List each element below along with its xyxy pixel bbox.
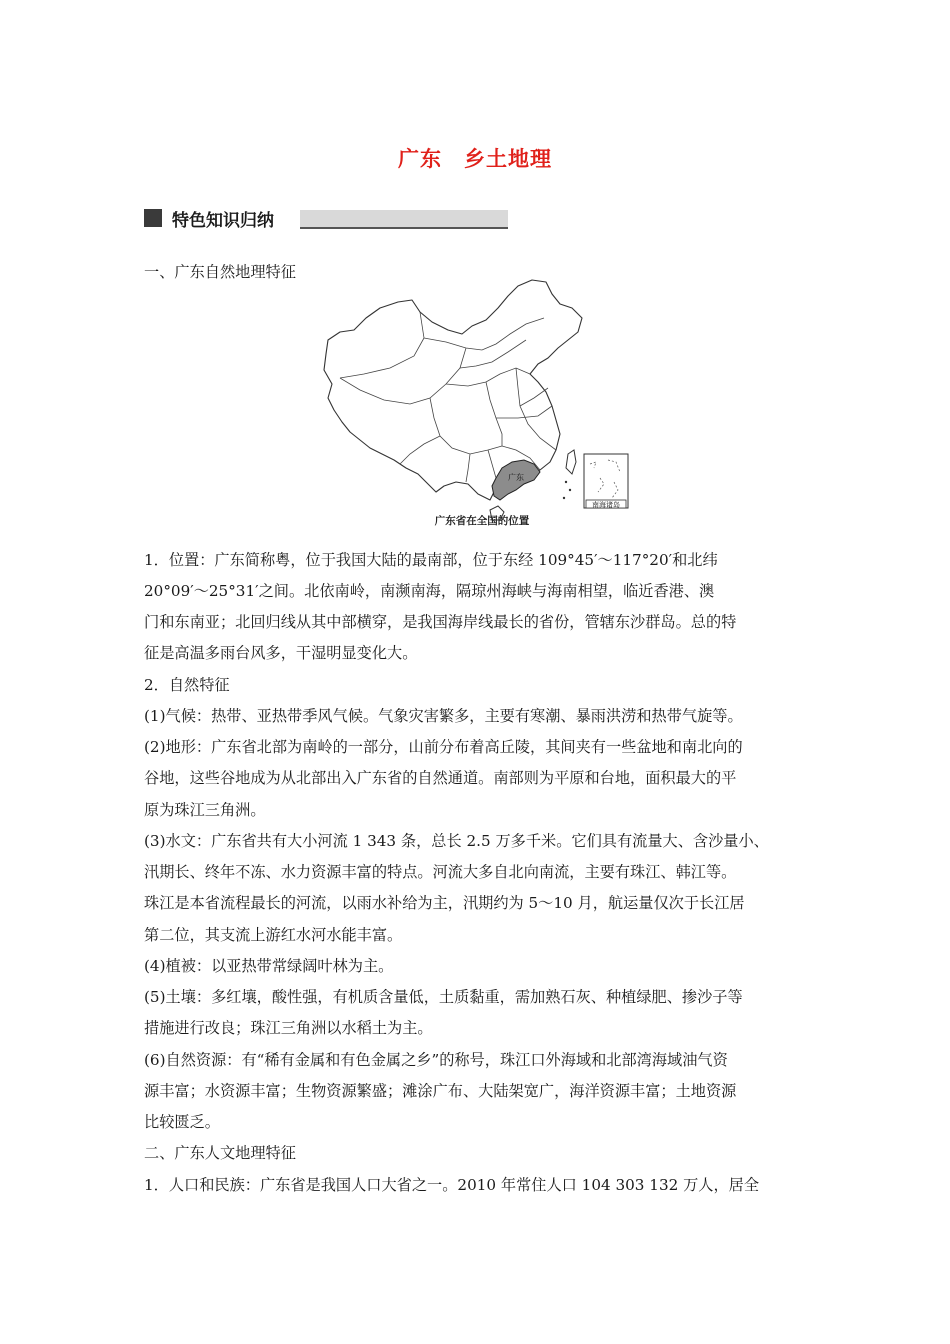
heading-natural-features: 一、广东自然地理特征 [144,263,296,281]
section-underline-bar [300,210,508,229]
inset-label: 南海诸岛 [592,501,620,509]
taiwan-island [566,450,576,474]
paragraph-line: 1．位置：广东简称粤，位于我国大陆的最南部，位于东经 109°45′～117°20′和北纬 [144,551,718,569]
paragraph-line: (1)气候：热带、亚热带季风气候。气象灾害繁多，主要有寒潮、暴雨洪涝和热带气旋等。 [144,707,743,725]
paragraph-line: (6)自然资源：有“稀有金属和有色金属之乡”的称号，珠江口外海域和北部湾海域油气资 [144,1051,728,1069]
china-map-image [320,278,632,530]
page-title: 广东 乡土地理 [398,147,552,171]
map-caption: 广东省在全国的位置 [434,515,530,527]
paragraph-line: (4)植被：以亚热带常绿阔叶林为主。 [144,957,394,975]
paragraph-line: 征是高温多雨台风多，干湿明显变化大。 [144,644,418,662]
paragraph-line: 谷地，这些谷地成为从北部出入广东省的自然通道。南部则为平原和台地，面积最大的平 [144,769,737,787]
paragraph-line: 1．人口和民族：广东省是我国人口大省之一。2010 年常住人口 104 303 132 万人，居全 [144,1176,760,1194]
paragraph-line: 措施进行改良；珠江三角洲以水稻土为主。 [144,1019,433,1037]
subheading-natural: 2．自然特征 [144,676,230,694]
china-map-figure [320,278,632,530]
china-outline [324,280,582,500]
paragraph-line: 汛期长、终年不冻、水力资源丰富的特点。河流大多自北向南流，主要有珠江、韩江等。 [144,863,737,881]
paragraph-line: 第二位，其支流上游红水河水能丰富。 [144,926,403,944]
paragraph-line: 珠江是本省流程最长的河流，以雨水补给为主，汛期约为 5～10 月，航运量仅次于长江居 [144,894,745,912]
paragraph-line: 比较匮乏。 [144,1113,220,1131]
paragraph-line: 门和东南亚；北回归线从其中部横穿，是我国海岸线最长的省份，管辖东沙群岛。总的特 [144,613,737,631]
paragraph-line: (3)水文：广东省共有大小河流 1 343 条，总长 2.5 万多千米。它们具有流量大、含沙量小、 [144,832,769,850]
south-china-sea-inset [584,454,628,509]
paragraph-line: 源丰富；水资源丰富；生物资源繁盛；滩涂广布、大陆架宽广，海洋资源丰富；土地资源 [144,1082,737,1100]
heading-human-features: 二、广东人文地理特征 [144,1144,296,1162]
section-header [144,208,508,232]
paragraph-line: 20°09′～25°31′之间。北依南岭，南濒南海，隔琼州海峡与海南相望，临近香港、澳 [144,582,715,600]
paragraph-line: 原为珠江三角洲。 [144,801,266,819]
section-marker-square [144,209,162,227]
section-label: 特色知识归纳 [172,211,274,231]
paragraph-line: (2)地形：广东省北部为南岭的一部分，山前分布着高丘陵，其间夹有一些盆地和南北向的 [144,738,743,756]
paragraph-line: (5)土壤：多红壤，酸性强，有机质含量低，土质黏重，需加熟石灰、种植绿肥、掺沙子等 [144,988,743,1006]
guangdong-label: 广东 [508,473,524,482]
